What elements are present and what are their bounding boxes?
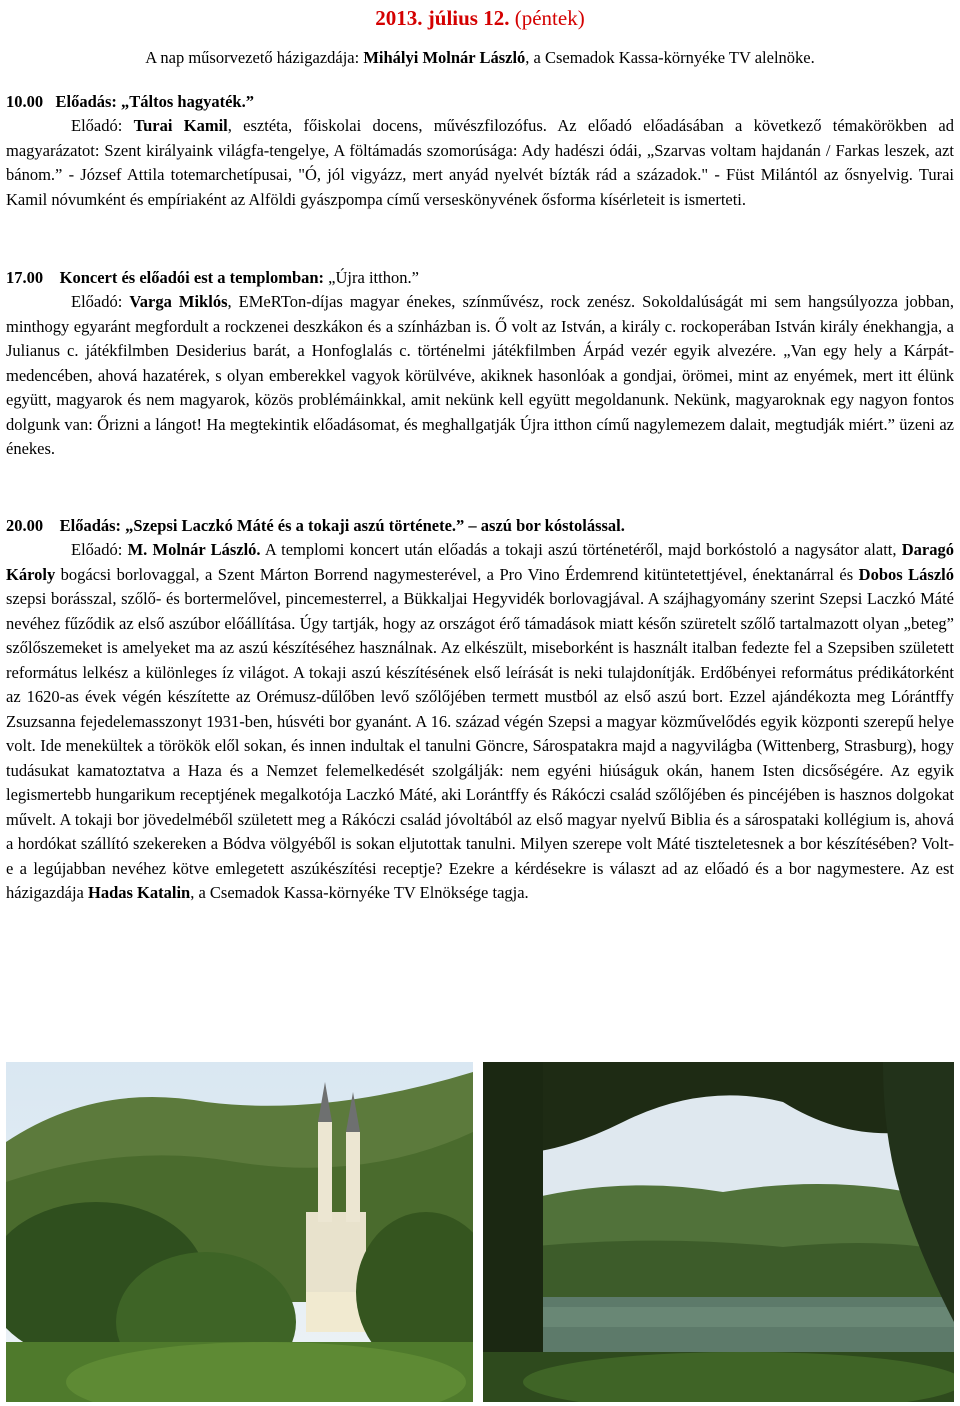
church-photo-image: [6, 1062, 473, 1402]
event-2-time: 17.00: [6, 268, 44, 287]
church-photo: [6, 1062, 473, 1402]
host-name: Mihályi Molnár László: [363, 48, 526, 67]
event-2-title: Koncert és előadói est a templomban:: [59, 268, 329, 287]
event-3-time: 20.00: [6, 516, 44, 535]
event-2-speaker-label: Előadó:: [71, 292, 130, 311]
event-2-body: Sokoldalúságát mi sem hangsúlyozza jobban, minthogy egyaránt megfordult a rockzenei deszkákon és a színházban is. Ő volt az István, a király c. rockoperában István király énekhangja, a Julianus c. játékfilmben Desiderius barát, a Honfoglalás c. történelmi játékfilmben Árpád vezér egyik alvezére. „Van egy hely a Kárpát-medencében, ahová hazatérek, s olyan emberekkel vagyok körülvéve, akiknek hasonlóak a gondjai, örömei, mint az enyémek, mert itt élünk együtt, magyarok és nem magyarok, közös problémáinkkal, amit nekünk kell együtt megoldanunk. Nekünk, magyaroknak egy nagyon fontos dolgunk van: Őrizni a lángot! Ha megtekintik előadásomat, és meghallgatják Újra itthon című nagylemezem dalait, megtudják miért.” üzeni az énekes.: [6, 292, 954, 458]
event-3-body-1: A templomi koncert után előadás a tokaji aszú történetéről, majd borkóstoló a nagysátor alatt,: [260, 540, 902, 559]
lake-photo: [483, 1062, 954, 1402]
event-2-speaker-desc: , EMeRTon-díjas magyar énekes, színművész, rock zenész.: [227, 292, 636, 311]
date-text: 2013. július 12.: [375, 6, 510, 30]
event-1-time: 10.00: [6, 92, 44, 111]
event-3-name-4: Hadas Katalin: [87, 883, 191, 902]
event-3-title: Előadás: „Szepsi Laczkó Máté és a tokaji aszú története.” – aszú bor kóstolással.: [59, 516, 625, 535]
event-3-body-3: szepsi borásszal, szőlő- és bortermelővel, pincemesterrel, a Bükkaljai Hegyvidék borlovagjával. A szájhagyomány szerint Szepsi Laczkó Máté nevéhez fűződik az első aszúbor előállítása. Úgy tartják, hogy az országot érő támadások miatt későn szüretelt szőlő tartalmazott olyan „beteg” szőlőszemeket is amelyeket ma az aszú készítéséhez használnak. Az elkészült, miseborként is használt italban fedezte fel a Szepsiben született református lelkész a különleges íz világot. A tokaji aszú készítésének első leírását is neki tulajdonítják. Erdőbényei református prédikátorként az 1620-as évek végén készítette az Orémusz-dűlőben levő szőlőjében termett mustból az első aszú bort. Ezzel ajándékozta meg Lórántffy Zsuzsanna fejedelemasszonyt 1931-ben, húsvéti bor gyanánt. A 16. század végén Szepsi a magyar közművelődés egyik központi szerepű helye volt. Ide menekültek a törökök elől sokan, és innen indultak el tanulni Göncre, Sárospatakra majd a nagyvilágba (Wittenberg, Strasburg), hogy tudásukat kamatoztatva a Haza és a Nemzet felemelkedését szolgálják: nem egyéni hiúságuk okán, hanem Isten dicsőségére. Az egyik legismertebb hungarikum receptjének megalkotója Laczkó Máté, aki Lorántffy és Rákóczi család szőlőjében és pincéjében is hasznos dolgokat művelt. A tokaji bor jövedelméből született meg a Rákóczi család jóvoltából az első magyar nyelvű Biblia és a sárospataki kollégium is, ahová a hordókat szállító szekereken a Bódva völgyéből is sokan eljutottak tanulni. Milyen szerepe volt Máté tiszteletesnek a bor készítésében? Volt-e a legújabban nevéhez kötve emlegetett aszúkészítési receptje? Ezekre a kérdésekre is választ ad az előadó és a bor nagymestere. Az est házigazdája: [6, 589, 954, 902]
event-3-name-3: Dobos László: [858, 564, 954, 584]
event-1-description: [6, 114, 954, 212]
event-3-heading: [6, 514, 954, 539]
event-1-speaker-desc: , esztéta, főiskolai docens, művészfilozófus.: [227, 116, 547, 135]
event-2-title-quote: „Újra itthon.”: [328, 268, 419, 287]
weekday-text: (péntek): [514, 6, 585, 30]
event-3-name-2: Daragó Károly: [6, 540, 954, 584]
event-3-speaker-name: M. Molnár László.: [127, 540, 261, 559]
event-3-body-2: bogácsi borlovaggal, a Szent Márton Borrend nagymesterével, a Pro Vino Érdemrend kitüntetettjével, énektanárral és: [55, 564, 859, 584]
event-3-speaker-label: Előadó:: [71, 540, 128, 559]
event-3-description: [6, 538, 954, 906]
event-1-heading: [6, 90, 954, 115]
lake-photo-image: [483, 1062, 954, 1402]
event-2-description: [6, 290, 954, 462]
event-3-body-4: , a Csemadok Kassa-környéke TV Elnöksége tagja.: [190, 883, 529, 902]
event-1-body: Az előadó előadásában a következő témakörökben ad magyarázatot: Szent királyaink világfa-tengelye, A föltámadás szomorúsága: Ady hadészi ódái, „Szarvas voltam hajdanán / Farkas leszek, azt bánom.” - József Attila totemarchetípusai, "Ó, jól vigyázz, mert anyád nyelvét bízták rád a századok." - Füst Milántól az ősnyelvig. Turai Kamil nóvumként és empíriaként az Alföldi gyászpompa című verseskönyvének ősforma kísérleteit is ismerteti.: [6, 116, 955, 209]
event-2-speaker-name: Varga Miklós: [129, 292, 228, 311]
host-line: [0, 48, 960, 68]
event-1-speaker-name: Turai Kamil: [133, 116, 228, 135]
event-1-title: Előadás: „Táltos hagyaték.”: [55, 92, 254, 111]
date-heading: [0, 6, 960, 31]
event-1-speaker-label: Előadó:: [71, 116, 134, 135]
host-suffix: , a Csemadok Kassa-környéke TV alelnöke.: [525, 48, 815, 67]
event-2-heading: [6, 266, 954, 291]
host-prefix: A nap műsorvezető házigazdája:: [145, 48, 364, 67]
